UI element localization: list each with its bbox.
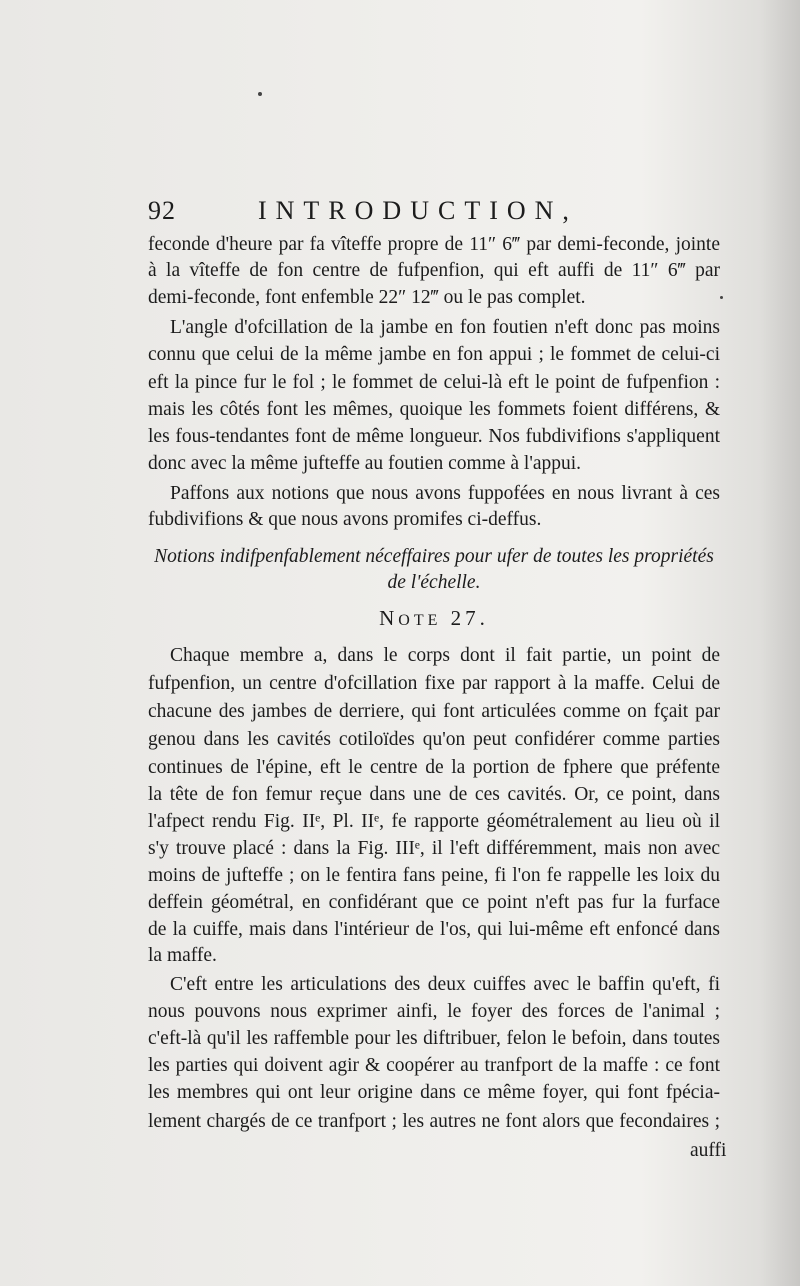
text-line: chacune des jambes de derriere, qui font articulées comme on fçait par bbox=[148, 701, 720, 722]
section-heading-line: de l'échelle. bbox=[387, 572, 481, 593]
text-line: lement chargés de ce tranfport ; les autres ne font alors que fecondaires ; bbox=[148, 1111, 720, 1132]
running-title: INTRODUCTION, bbox=[258, 196, 578, 225]
note-title bbox=[148, 606, 720, 631]
text-line: la tête de fon femur reçue dans une de ces cavités. Or, ce point, dans bbox=[148, 784, 720, 805]
text-line: les parties qui doivent agir & coopérer au tranfport de la maffe : ce font bbox=[148, 1055, 720, 1076]
text-line: L'angle d'ofcillation de la jambe en fon foutien n'eft donc pas moins bbox=[170, 317, 720, 338]
page-number: 92 bbox=[148, 196, 176, 225]
text-line: les membres qui ont leur origine dans ce même foyer, qui font fpécia- bbox=[148, 1082, 720, 1103]
page-edge-shadow bbox=[760, 0, 800, 1286]
text-line: la maffe. bbox=[148, 945, 217, 966]
text-line: nous pouvons nous exprimer ainfi, le foyer des forces de l'animal ; bbox=[148, 1001, 720, 1022]
text-line: C'eft entre les articulations des deux cuiffes avec le baffin qu'eft, fi bbox=[170, 974, 720, 995]
catchword: auffi bbox=[690, 1140, 727, 1161]
text-line: connu que celui de la même jambe en fon appui ; le fommet de celui-ci bbox=[148, 344, 720, 365]
text-line: continues de l'épine, eft le centre de la portion de fphere que préfente bbox=[148, 757, 720, 778]
ink-speck bbox=[720, 296, 723, 299]
text-line: fubdivifions & que nous avons promifes ci-deffus. bbox=[148, 509, 542, 530]
text-line: moins de jufteffe ; on le fentira fans peine, fi l'on fe rappelle les loix du bbox=[148, 865, 720, 886]
note-title-smallcaps: OTE bbox=[398, 612, 442, 629]
text-line: les fous-tendantes font de même longueur. Nos fubdivifions s'appliquent bbox=[148, 426, 720, 447]
text-line: à la vîteffe de fon centre de fufpenfion, qui eft auffi de 11″ 6‴ par bbox=[148, 260, 720, 281]
text-line: deffein géométral, en confidérant que ce point n'eft pas fur la furface bbox=[148, 892, 720, 913]
ink-speck bbox=[258, 92, 262, 96]
note-title-initial: N bbox=[379, 606, 399, 630]
text-line: de la cuiffe, mais dans l'intérieur de l'os, qui lui-même eft enfoncé dans bbox=[148, 919, 720, 940]
text-line: eft la pince fur le fol ; le fommet de celui-là eft le point de fufpenfion : bbox=[148, 372, 720, 393]
page-header bbox=[148, 196, 718, 232]
note-number: 27. bbox=[450, 606, 489, 630]
text-line: genou dans les cavités cotiloïdes qu'on peut confidérer comme parties bbox=[148, 729, 720, 750]
section-heading-line: Notions indifpenfablement néceffaires pour ufer de toutes les propriétés bbox=[154, 546, 714, 567]
text-line: l'afpect rendu Fig. IIᵉ, Pl. IIᵉ, fe rapporte géométralement au lieu où il bbox=[148, 811, 720, 832]
text-line: s'y trouve placé : dans la Fig. IIIᵉ, il l'eft différemment, mais non avec bbox=[148, 838, 720, 859]
text-line: demi-feconde, font enfemble 22″ 12‴ ou le pas complet. bbox=[148, 287, 586, 308]
text-line: fufpenfion, un centre d'ofcillation fixe par rapport à la maffe. Celui de bbox=[148, 673, 720, 694]
text-line: Paffons aux notions que nous avons fuppofées en nous livrant à ces bbox=[170, 483, 720, 504]
text-line: Chaque membre a, dans le corps dont il fait partie, un point de bbox=[170, 645, 720, 666]
text-line: donc avec la même jufteffe au foutien comme à l'appui. bbox=[148, 453, 582, 474]
text-line: c'eft-là qu'il les raffemble pour les diftribuer, felon le befoin, dans toutes bbox=[148, 1028, 720, 1049]
text-line: feconde d'heure par fa vîteffe propre de 11″ 6‴ par demi-feconde, jointe bbox=[148, 234, 720, 255]
text-line: mais les côtés font les mêmes, quoique les fommets foient différens, & bbox=[148, 399, 720, 420]
